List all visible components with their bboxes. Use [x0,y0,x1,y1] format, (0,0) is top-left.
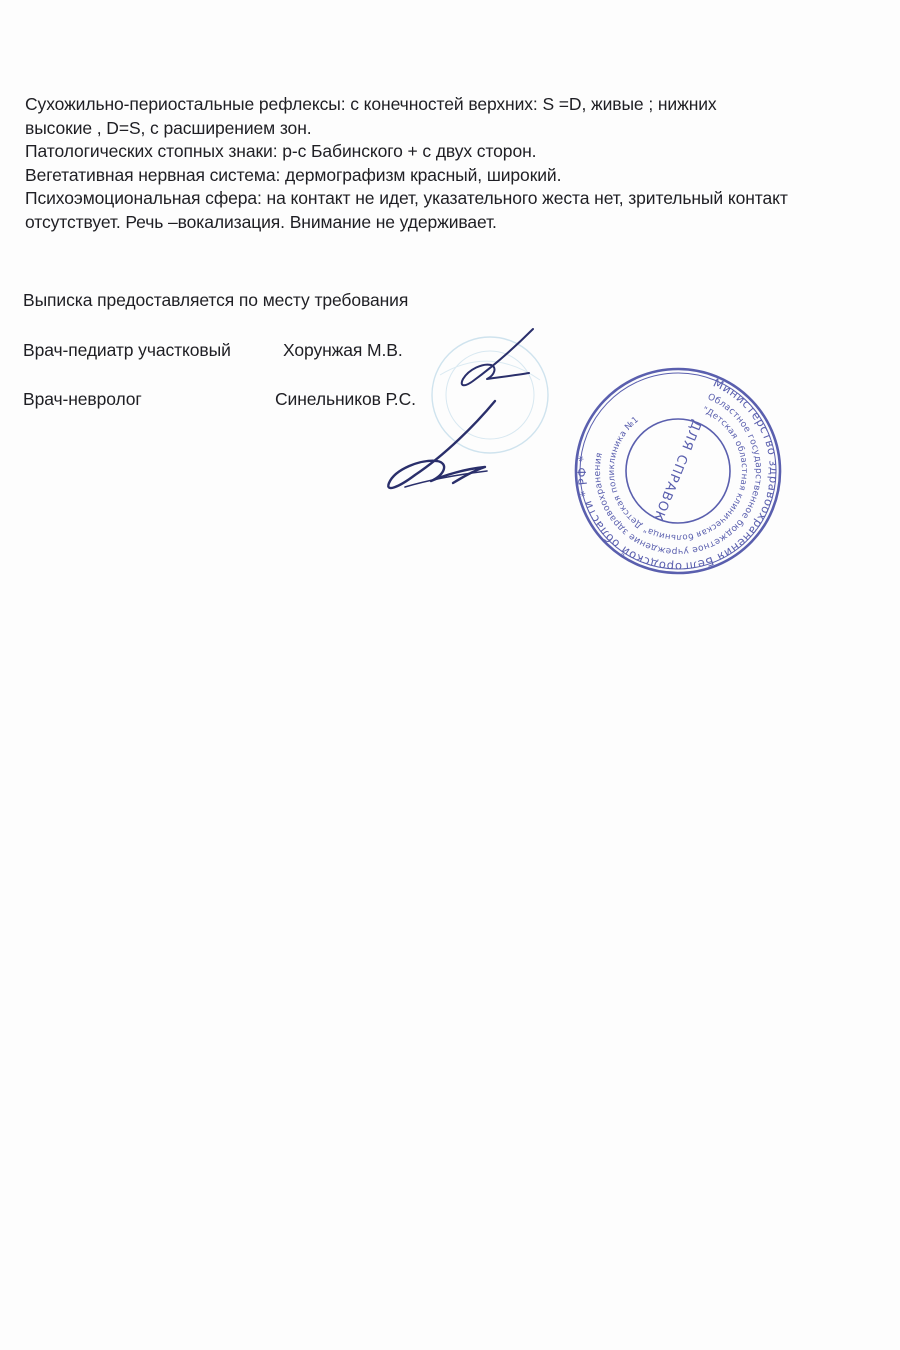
findings-line-2: высокие , D=S, с расширением зон. [25,117,312,138]
stamp-inner-text: "Детская областная клиническая больница" Детская поликлиника №1 [606,405,750,543]
stamp-outer-text: Министерство здравоохранения Белгородской области * РФ * [574,375,782,575]
neurologist-name: Синельников Р.С. [275,389,416,409]
issued-note: Выписка предоставляется по месту требования [23,290,409,310]
findings-line-4: Вегетативная нервная система: дермографизм красный, широкий. [25,164,562,185]
pediatrician-role: Врач-педиатр участковый [23,340,231,360]
official-round-stamp-image [572,365,784,577]
findings-line-3: Патологических стопных знаки: р-с Бабинского + с двух сторон. [25,141,537,161]
stamp-middle-text: Областное государственное бюджетное учреждение здравоохранения [592,392,764,557]
neurologist-signature-image [375,395,525,505]
stamp-center-text: ДЛЯ СПРАВОК [649,417,704,524]
findings-line-1: Сухожильно-периостальные рефлексы: с конечностей верхних: S =D, живые ; нижних [25,94,717,114]
findings-line-5: Психоэмоциональная сфера: на контакт не идет, указательного жеста нет, зрительный контакт [25,188,788,208]
pediatrician-signature-image [425,325,545,395]
medical-findings-text [25,93,885,234]
findings-line-6: отсутствует. Речь –вокализация. Внимание не удерживает. [25,211,497,232]
pediatrician-name: Хорунжая М.В. [283,340,403,360]
neurologist-role: Врач-невролог [23,389,142,409]
